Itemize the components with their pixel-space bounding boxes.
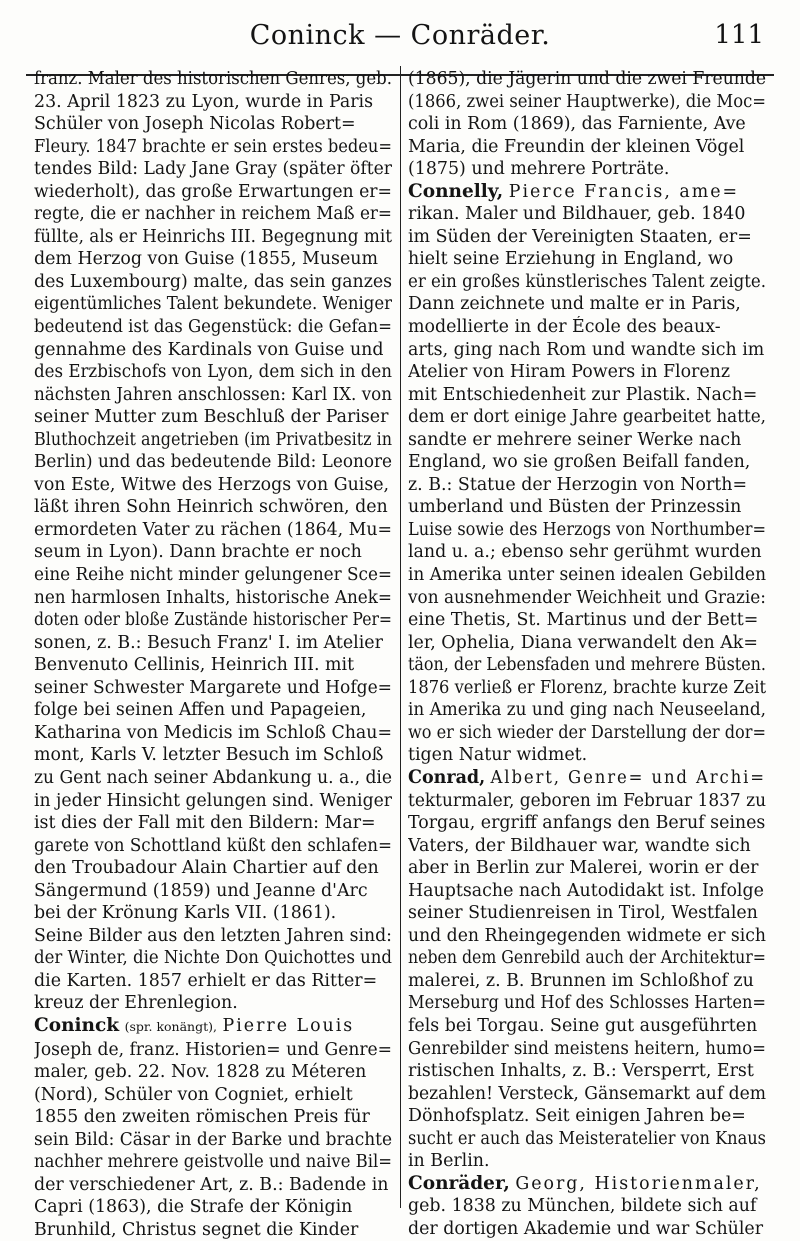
text-line: garete von Schottland küßt den schlafen= (34, 835, 392, 856)
text-line: eine Thetis, St. Martinus und der Bett= (408, 610, 759, 631)
text-line: (1865), die Jägerin und die zwei Freunde (408, 69, 766, 89)
text-line: er ein großes künstlerisches Talent zeigte. (408, 271, 766, 292)
text-line: dem Herzog von Guise (1855, Museum (34, 249, 378, 270)
text-line: der verschiedener Art, z. B.: Badende in (34, 1174, 389, 1195)
text-line: Luise sowie des Herzogs von Northumber= (408, 519, 766, 540)
text-line: Dönhofsplatz. Seit einigen Jahren be= (408, 1106, 746, 1127)
text-line: Brunhild, Christus segnet die Kinder (34, 1219, 359, 1240)
entry-headword: Conräder, (408, 1172, 510, 1194)
text-line: ist dies der Fall mit den Bildern: Mar= (34, 813, 376, 834)
entry-conrad-start (408, 767, 766, 790)
text-line: von Este, Witwe des Herzogs von Guise, (34, 474, 390, 495)
text-line: (1866, zwei seiner Hauptwerke), die Moc= (408, 91, 766, 112)
text-line: Vaters, der Bildhauer war, wandte sich (408, 835, 751, 856)
text-line: doten oder bloße Zustände historischer Per= (34, 610, 392, 631)
text-line: nen harmlosen Inhalts, historische Anek= (34, 587, 392, 608)
text-line: tigen Natur widmet. (408, 745, 588, 766)
text-line: wiederholt), das große Erwartungen er= (34, 181, 392, 202)
entry-coninck-start (34, 1015, 392, 1039)
text-line: land u. a.; ebenso sehr gerühmt wurden (408, 542, 762, 563)
text-line: in jeder Hinsicht gelungen sind. Weniger (34, 790, 392, 811)
text-line: Benvenuto Cellinis, Heinrich III. mit (34, 655, 355, 676)
text-line: Katharina von Medicis im Schloß Chau= (34, 722, 392, 743)
text-line: eine Reihe nicht minder gelungener Sce= (34, 565, 392, 586)
text-line: coli in Rom (1869), das Farniente, Ave (408, 114, 746, 135)
text-line: nächsten Jahren anschlossen: Karl IX. von (34, 384, 392, 405)
text-line: Joseph de, franz. Historien= und Genre= (34, 1039, 392, 1060)
text-line: mit Entschiedenheit zur Plastik. Nach= (408, 384, 758, 405)
text-line: Atelier von Hiram Powers in Florenz (408, 362, 731, 383)
text-line: von ausnehmender Weichheit und Grazie: (408, 587, 766, 608)
text-line: füllte, als er Heinrichs III. Begegnung mit (34, 226, 392, 247)
entry-headword: Conrad, (408, 766, 486, 788)
entry-first-line-text: Georg, Historienmaler, (515, 1173, 762, 1194)
text-line: ristischen Inhalts, z. B.: Versperrt, Erst (408, 1061, 754, 1082)
text-line: Dann zeichnete und malte er in Paris, (408, 294, 741, 315)
text-line: seiner Schwester Margarete und Hofge= (34, 677, 392, 698)
text-line: sandte er mehrere seiner Werke nach (408, 429, 742, 450)
text-line: seum in Lyon). Dann brachte er noch (34, 542, 362, 563)
text-line: 23. April 1823 zu Lyon, wurde in Paris (34, 91, 374, 112)
text-line: folge bei seinen Affen und Papageien, (34, 700, 367, 721)
text-line: bei der Krönung Karls VII. (1861). (34, 903, 337, 924)
text-line: seiner Mutter zum Beschluß der Pariser (34, 407, 389, 428)
text-line: ermordeten Vater zu rächen (1864, Mu= (34, 519, 392, 540)
entry-connelly-start (408, 181, 766, 204)
text-line: im Süden der Vereinigten Staaten, er= (408, 226, 752, 247)
text-line: rikan. Maler und Bildhauer, geb. 1840 (408, 204, 746, 225)
text-line: maler, geb. 22. Nov. 1828 zu Méteren (34, 1062, 367, 1083)
left-column (34, 68, 392, 1241)
text-line: England, wo sie großen Beifall fanden, (408, 452, 751, 473)
text-line: neben dem Genrebild auch der Architektur= (408, 948, 766, 969)
text-line: täon, der Lebensfaden und mehrere Büsten. (408, 655, 766, 676)
text-line: z. B.: Statue der Herzogin von North= (408, 474, 748, 495)
text-line: zu Gent nach seiner Abdankung u. a., die (34, 767, 392, 788)
text-line: Torgau, ergriff anfangs den Beruf seines (408, 813, 766, 834)
text-line: Hauptsache nach Autodidakt ist. Infolge (408, 880, 764, 901)
right-column (408, 68, 766, 1240)
text-line: die Karten. 1857 erhielt er das Ritter= (34, 970, 378, 991)
text-line: aber in Berlin zur Malerei, worin er der (408, 858, 759, 879)
text-line: des Erzbischofs von Lyon, dem sich in den (34, 362, 392, 383)
text-line: in Berlin. (408, 1151, 490, 1172)
text-line: in Amerika zu und ging nach Neuseeland, (408, 700, 766, 721)
text-line: des Luxembourg) malte, das sein ganzes (34, 271, 392, 292)
text-line: regte, die er nachher in reichem Maß er= (34, 204, 392, 225)
text-line: kreuz der Ehrenlegion. (34, 993, 238, 1014)
text-line: modellierte in der École des beaux- (408, 317, 721, 338)
column-divider (400, 66, 401, 1208)
text-line: eigentümliches Talent bekundete. Weniger (34, 294, 392, 315)
text-line: läßt ihren Sohn Heinrich schwören, den (34, 497, 388, 518)
text-line: 1876 verließ er Florenz, brachte kurze Zeit (408, 677, 766, 698)
text-line: Bluthochzeit angetrieben (im Privatbesitz in (34, 429, 392, 450)
entry-headword: Coninck (34, 1014, 120, 1036)
text-line: franz. Maler des historischen Genres, geb. (34, 69, 392, 89)
running-head: Coninck — Conräder. (249, 20, 551, 51)
text-line: nachher mehrere geistvolle und naive Bil= (34, 1152, 392, 1173)
text-line: fels bei Torgau. Seine gut ausgeführten (408, 1015, 758, 1036)
text-line: sein Bild: Cäsar in der Barke und brachte (34, 1129, 392, 1150)
entry-first-line-text: Albert, Genre= und Archi= (490, 767, 766, 788)
text-line: Merseburg und Hof des Schlosses Harten= (408, 993, 766, 1014)
text-line: (1875) und mehrere Porträte. (408, 159, 670, 180)
text-line: geb. 1838 zu München, bildete sich auf (408, 1196, 757, 1217)
text-line: seiner Studienreisen in Tirol, Westfalen (408, 903, 758, 924)
text-line: der dortigen Akademie und war Schüler (408, 1218, 764, 1239)
text-line: hielt seine Erziehung in England, wo (408, 249, 734, 270)
text-line: der Winter, die Nichte Don Quichottes und (34, 948, 392, 969)
text-line: tendes Bild: Lady Jane Gray (später öfter (34, 159, 392, 180)
text-line: Berlin) und das bedeutende Bild: Leonore (34, 452, 392, 473)
text-line: bedeutend ist das Gegenstück: die Gefan= (34, 317, 392, 338)
text-line: Sängermund (1859) und Jeanne d'Arc (34, 880, 368, 901)
entry-first-line-text: Pierce Francis, ame= (508, 181, 740, 202)
text-line: Schüler von Joseph Nicolas Robert= (34, 114, 356, 135)
text-line: Seine Bilder aus den letzten Jahren sind: (34, 925, 392, 946)
entry-conraeder-start (408, 1173, 766, 1196)
text-line: gennahme des Kardinals von Guise und (34, 339, 384, 360)
pronunciation-note: (spr. konängt), (124, 1018, 217, 1034)
text-line: ler, Ophelia, Diana verwandelt den Ak= (408, 632, 758, 653)
text-line: (Nord), Schüler von Cogniet, erhielt (34, 1084, 353, 1105)
text-line: malerei, z. B. Brunnen im Schloßhof zu (408, 970, 754, 991)
text-line: wo er sich wieder der Darstellung der dor= (408, 722, 766, 743)
entry-first-line-text: Pierre Louis (222, 1015, 355, 1036)
page-number: 111 (714, 20, 764, 50)
text-line: in Amerika unter seinen idealen Gebilden (408, 565, 766, 586)
text-line: dem er dort einige Jahre gearbeitet hatte, (408, 407, 766, 428)
text-line: den Troubadour Alain Chartier auf den (34, 858, 379, 879)
text-line: umberland und Büsten der Prinzessin (408, 497, 742, 518)
text-line: arts, ging nach Rom und wandte sich im (408, 339, 765, 360)
text-line: tekturmaler, geboren im Februar 1837 zu (408, 790, 766, 811)
text-line: Genrebilder sind meistens heitern, humo= (408, 1038, 766, 1059)
text-line: Fleury. 1847 brachte er sein erstes bedeu= (34, 136, 392, 157)
text-line: sonen, z. B.: Besuch Franz' I. im Atelier (34, 632, 383, 653)
entry-headword: Connelly, (408, 180, 504, 202)
text-line: und den Rheingegenden widmete er sich (408, 925, 766, 946)
text-line: bezahlen! Versteck, Gänsemarkt auf dem (408, 1083, 766, 1104)
text-line: 1855 den zweiten römischen Preis für (34, 1107, 370, 1128)
text-line: Maria, die Freundin der kleinen Vögel (408, 136, 745, 157)
text-line: mont, Karls V. letzter Besuch im Schloß (34, 745, 384, 766)
text-line: Capri (1863), die Strafe der Königin (34, 1197, 353, 1218)
text-line: sucht er auch das Meisteratelier von Knaus (408, 1128, 766, 1149)
page-header (0, 14, 800, 64)
